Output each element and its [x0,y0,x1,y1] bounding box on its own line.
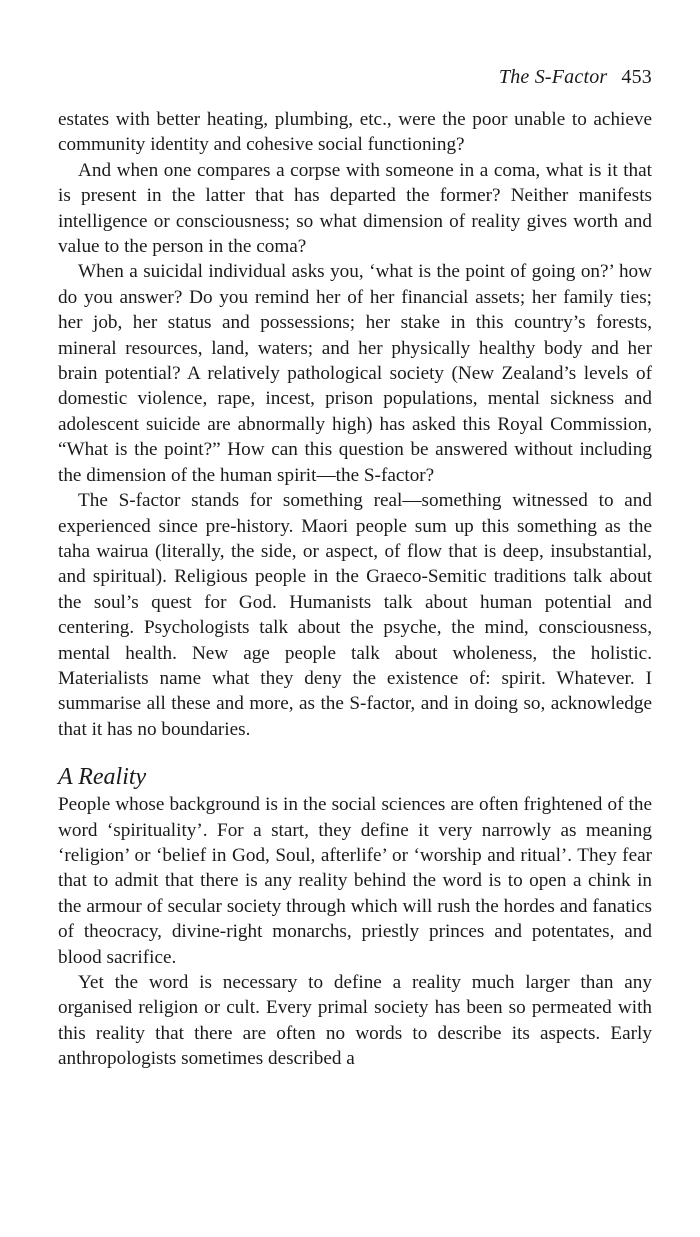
paragraph: People whose background is in the social sciences are often frightened of the word ‘spirituality’. For a start, they define it very narrowly as meaning ‘religion’ or ‘belief in God, Soul, afterlife’ or ‘worship and ritual’. They fear that to admit that there is any reality behind the word is to open a chink in the armour of secular society through which will rush the hordes and fanatics of theocracy, divine-right monarchs, priestly princes and potentates, and blood sacrifice. [58,794,652,968]
running-header [499,66,652,89]
body-text [58,107,652,1072]
paragraph: And when one compares a corpse with someone in a coma, what is it that is present in the latter that has departed the former? Neither manifests intelligence or consciousness; so what dimension of reality gives worth and value to the person in the coma? [58,159,652,258]
page-number: 453 [621,66,652,88]
running-title: The S-Factor [498,66,608,88]
section-heading: A Reality [58,764,147,791]
paragraph: Yet the word is necessary to define a reality much larger than any organised religion or cult. Every primal society has been so permeated with this reality that there are often no words to describe its aspects. Early anthropologists sometimes described a [58,972,652,1070]
paragraph: When a suicidal individual asks you, ‘what is the point of going on?’ how do you answer? Do you remind her of her financial assets; her family ties; her job, her status and possessions; her stake in this country’s forests, mineral resources, land, waters; and her physically healthy body and her brain potential? A relatively pathological society (New Zealand’s levels of domestic violence, rape, incest, prison populations, mental sickness and adolescent suicide are abnormally high) has asked this Royal Commission, “What is the point?” How can this question be answered without including the dimension of the human spirit—the S-factor? [58,261,652,486]
paragraph: The S-factor stands for something real—something witnessed to and experienced since pre-history. Maori people sum up this something as the taha wairua (literally, the side, or aspect, of flow that is deep, insubstantial, and spiritual). Religious people in the Graeco-Semitic traditions talk about the soul’s quest for God. Humanists talk about human potential and centering. Psychologists talk about the psyche, the mind, consciousness, mental health. New age people talk about wholeness, the holistic. Materialists name what they deny the existence of: spirit. Whatever. I summarise all these and more, as the S-factor, and in doing so, acknowledge that it has no boundaries. [58,490,652,740]
paragraph-continuation: estates with better heating, plumbing, etc., were the poor unable to achieve community identity and cohesive social functioning? [58,109,652,156]
